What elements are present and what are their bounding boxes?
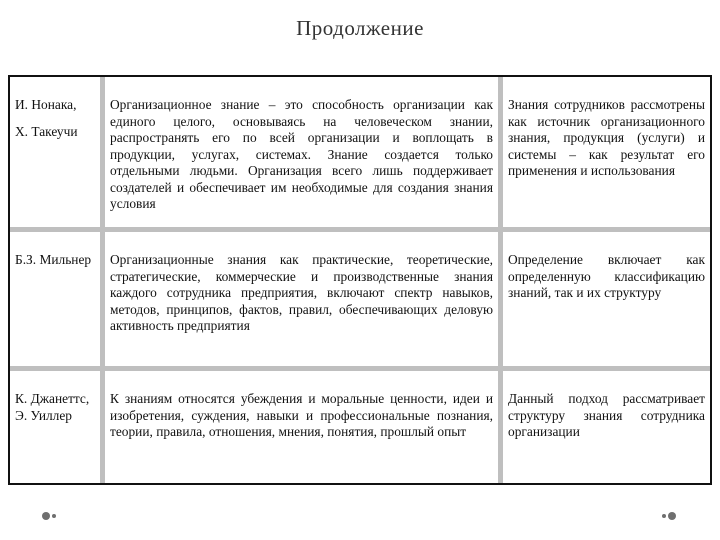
note-text: Знания сотрудников рассмотрены как источник организационного знания, продукция (услуги) и системы – как результат его применения и использования	[508, 97, 705, 178]
decorative-dots-right	[662, 507, 672, 517]
author-name: И. Нонака,	[15, 97, 77, 112]
author-cell	[10, 77, 100, 227]
author-name: Б.З. Мильнер	[15, 252, 92, 267]
slide-title: Продолжение	[296, 16, 424, 40]
table-row	[10, 232, 710, 366]
author-name: К. Джанеттс, Э. Уиллер	[15, 391, 90, 423]
definition-cell	[105, 371, 498, 483]
definition-text: Организационные знания как практические, теоретические, стратегические, коммерческие и производственные знания каждого сотрудника предприятия, включают спектр навыков, методов, принципов, фактов, правил, обеспечивающих деловую активность предприятия	[110, 252, 493, 333]
author-name: Х. Такеучи	[15, 123, 78, 139]
note-text: Определение включает как определенную классификацию знаний, так и их структуру	[508, 252, 705, 300]
definition-cell	[105, 77, 498, 227]
table-row	[10, 371, 710, 483]
author-cell	[10, 371, 100, 483]
definition-text: К знаниям относятся убеждения и моральные ценности, идеи и изобретения, суждения, навыки и профессиональные познания, теории, правила, отношения, мнения, понятия, прошлый опыт	[110, 391, 493, 439]
definition-text: Организационное знание – это способность организации как единого целого, основываясь на человеческом знании, распространять его по всей организации и воплощать в продукции, услугах, системах. Знание создается только отдельными людьми. Организация всего лишь поддерживает создателей и обеспечивает им необходимые для создания знания условия	[110, 97, 493, 211]
table-row	[10, 77, 710, 227]
definition-cell	[105, 232, 498, 366]
comparison-table	[8, 75, 712, 485]
note-cell	[503, 77, 710, 227]
note-cell	[503, 371, 710, 483]
note-cell	[503, 232, 710, 366]
decorative-dots-left	[42, 507, 52, 517]
note-text: Данный подход рассматривает структуру знания сотрудника организации	[508, 391, 705, 439]
author-cell	[10, 232, 100, 366]
